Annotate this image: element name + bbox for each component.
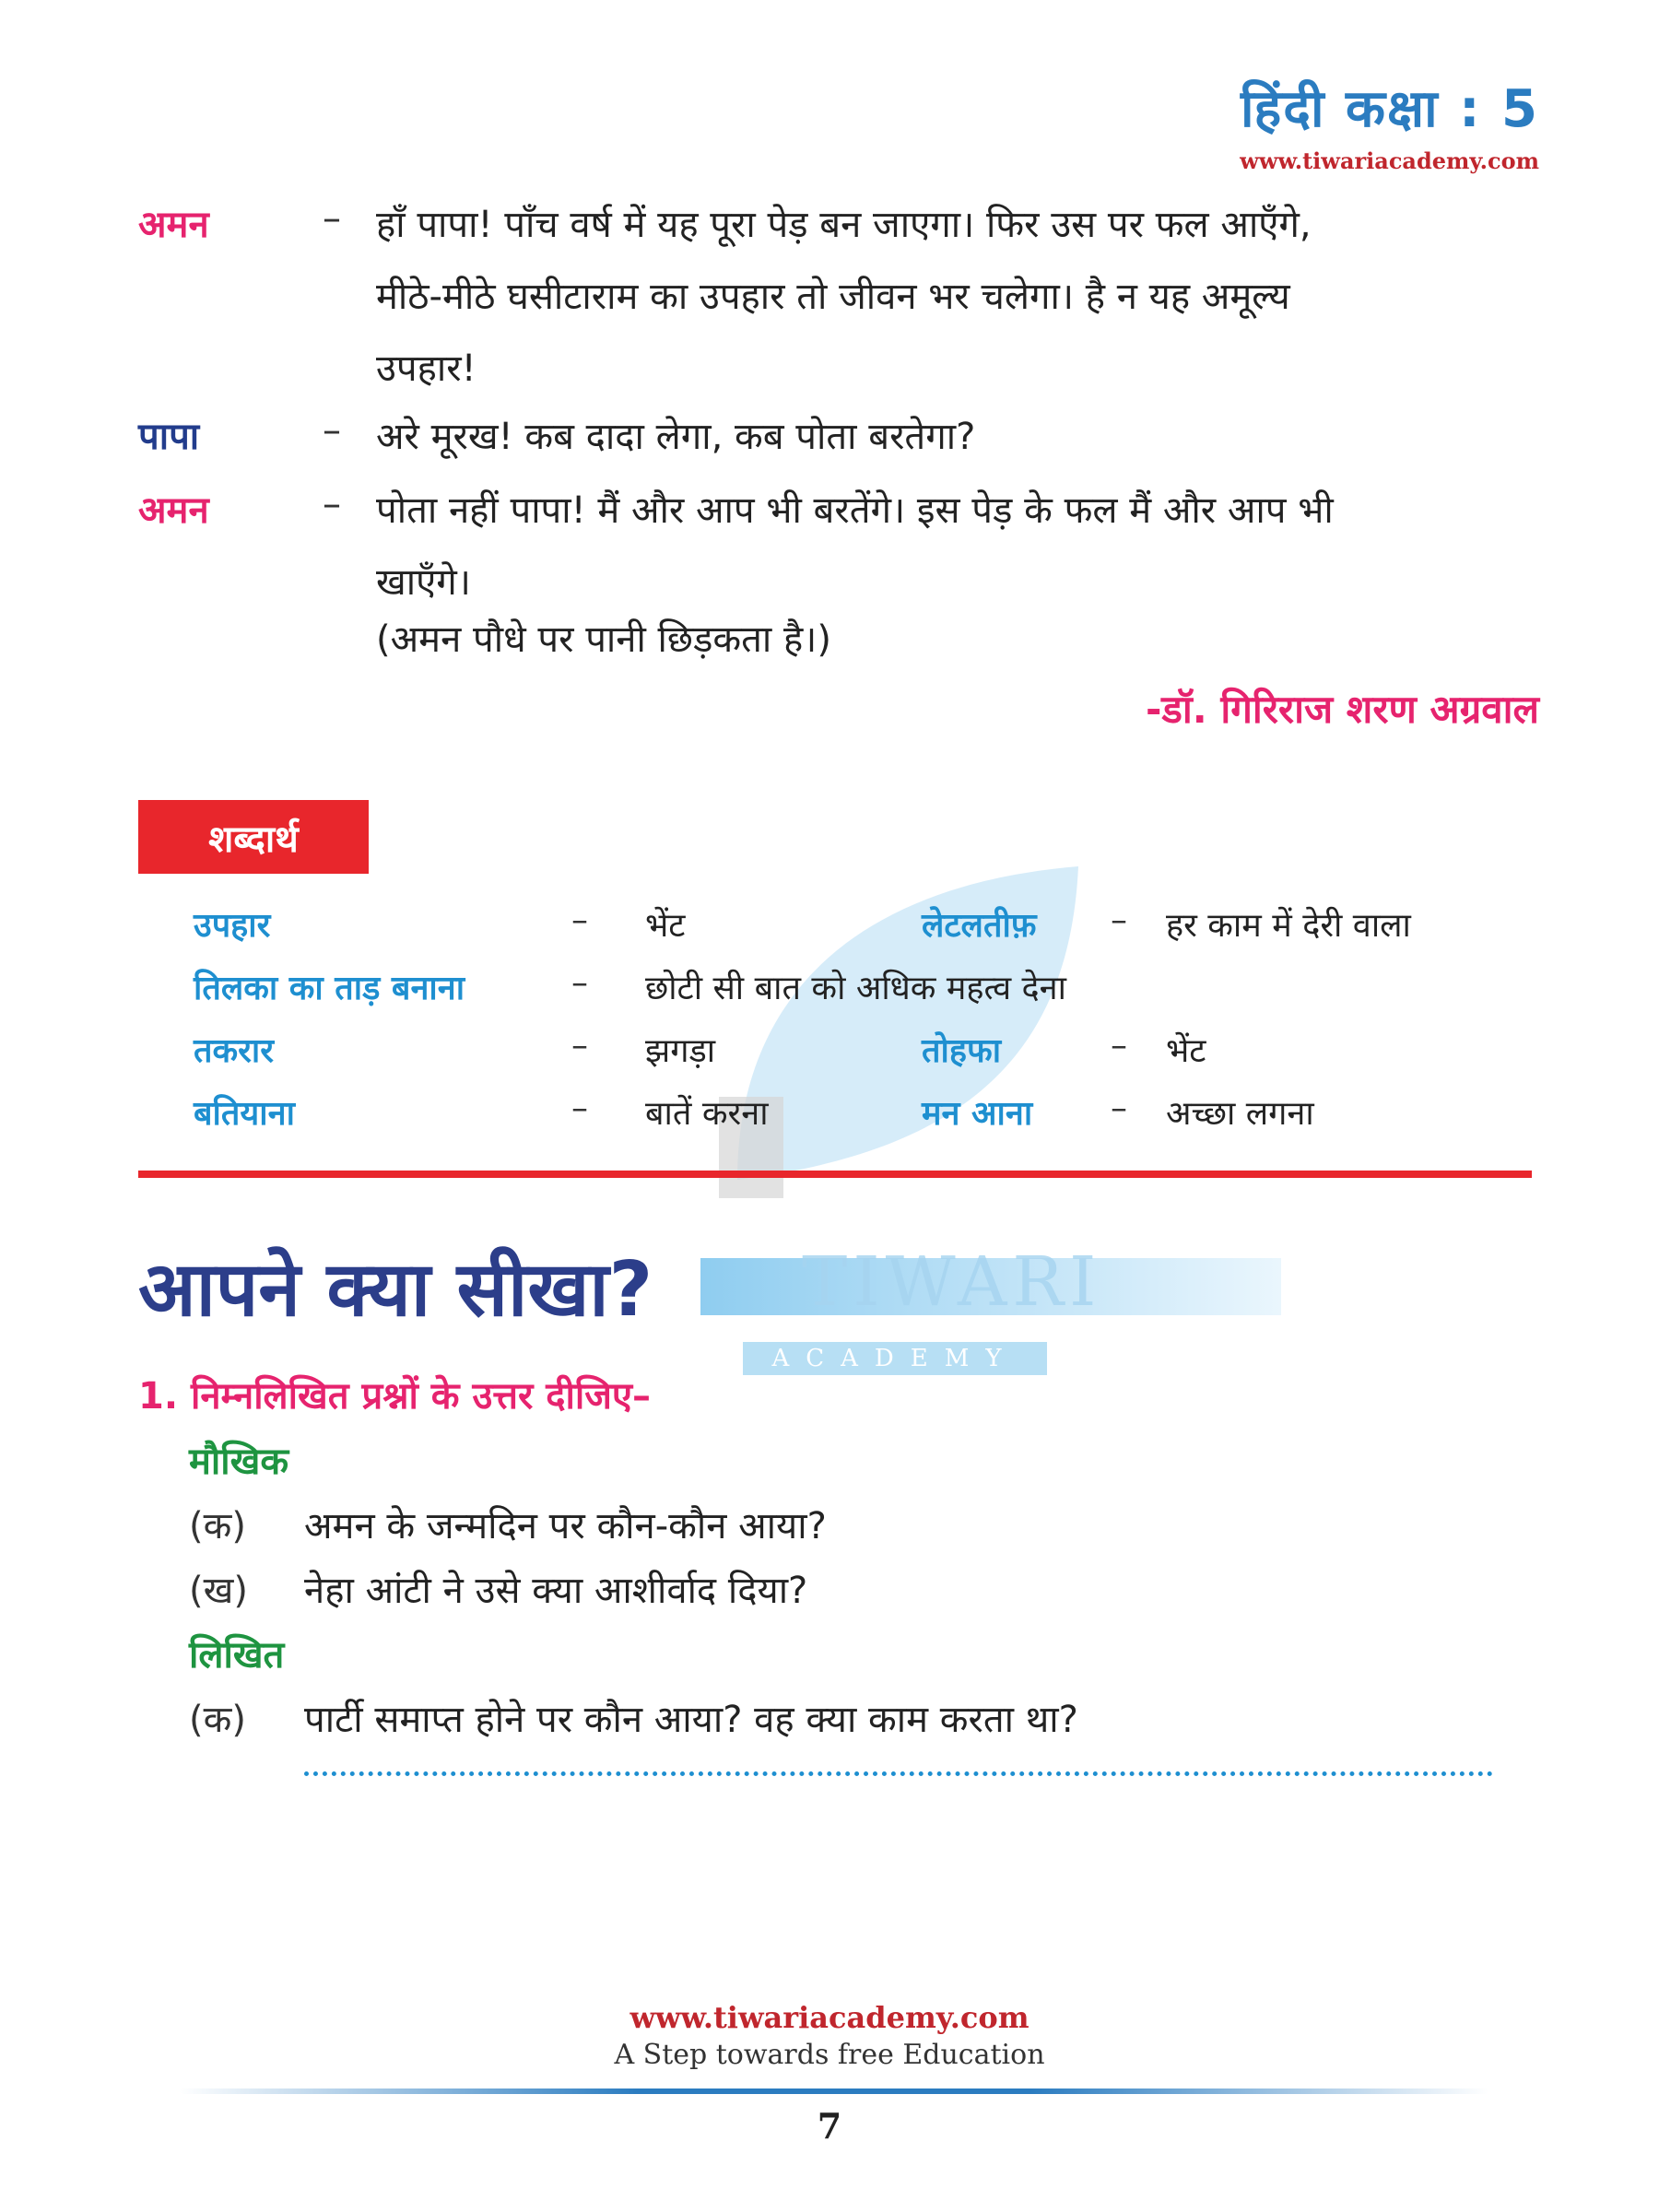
glossary-meaning: भेंट	[645, 907, 686, 945]
dialogue-dash: –	[323, 409, 341, 452]
glossary-dash: –	[1111, 1027, 1127, 1065]
dialogue-dash: –	[323, 483, 341, 525]
speaker-papa: पापा	[138, 416, 200, 458]
question-text: नेहा आंटी ने उसे क्या आशीर्वाद दिया?	[304, 1570, 808, 1612]
glossary-meaning: बातें करना	[645, 1095, 769, 1133]
oral-label: मौखिक	[189, 1441, 289, 1483]
page-header-title: हिंदी कक्षा : 5	[1241, 79, 1539, 139]
footer-divider	[180, 2088, 1488, 2094]
dialogue-line: उपहार!	[376, 347, 477, 390]
question-mark: (क)	[189, 1699, 246, 1741]
watermark-leaf-icon	[700, 848, 1088, 1198]
glossary-meaning: अच्छा लगना	[1166, 1095, 1314, 1133]
glossary-dash: –	[1111, 1089, 1127, 1127]
question-text: अमन के जन्मदिन पर कौन-कौन आया?	[304, 1505, 827, 1547]
written-label: लिखित	[189, 1634, 285, 1677]
question-mark: (ख)	[189, 1570, 248, 1612]
glossary-term: तकरार	[194, 1032, 274, 1070]
author-credit: -डॉ. गिरिराज शरण अग्रवाल	[1146, 687, 1539, 732]
glossary-dash: –	[571, 901, 588, 939]
dialogue-line: पोता नहीं पापा! मैं और आप भी बरतेंगे। इस पेड़ के फल मैं और आप भी	[376, 489, 1334, 532]
question-text: पार्टी समाप्त होने पर कौन आया? वह क्या काम करता था?	[304, 1699, 1078, 1741]
watermark-word: TIWARI	[802, 1242, 1102, 1322]
dialogue-line: खाएँगे।	[376, 561, 471, 604]
speaker-aman: अमन	[138, 489, 209, 532]
section-divider	[138, 1171, 1532, 1178]
dialogue-line: अरे मूरख! कब दादा लेगा, कब पोता बरतेगा?	[376, 416, 976, 458]
glossary-meaning: हर काम में देरी वाला	[1166, 907, 1411, 945]
stage-direction: (अमन पौधे पर पानी छिड़कता है।)	[376, 618, 831, 661]
glossary-term: मन आना	[922, 1095, 1033, 1133]
dialogue-dash: –	[323, 197, 341, 240]
header-url-link[interactable]: www.tiwariacademy.com	[1240, 147, 1539, 174]
dialogue-line: हाँ पापा! पाँच वर्ष में यह पूरा पेड़ बन जाएगा। फिर उस पर फल आएँगे,	[376, 204, 1312, 246]
glossary-meaning: छोटी सी बात को अधिक महत्व देना	[645, 970, 1066, 1007]
footer-url-link[interactable]: www.tiwariacademy.com	[629, 2000, 1030, 2035]
glossary-dash: –	[571, 1089, 588, 1127]
footer-tagline: A Step towards free Education	[614, 2039, 1045, 2071]
glossary-heading: शब्दार्थ	[138, 800, 369, 874]
page-number: 7	[817, 2105, 842, 2147]
section-title: आपने क्या सीखा?	[138, 1246, 653, 1334]
dialogue-line: मीठे-मीठे घसीटाराम का उपहार तो जीवन भर चलेगा। है न यह अमूल्य	[376, 276, 1290, 318]
glossary-meaning: भेंट	[1166, 1032, 1206, 1070]
glossary-term: लेटलतीफ़	[922, 907, 1037, 945]
glossary-term: तोहफा	[922, 1032, 1002, 1070]
glossary-dash: –	[1111, 901, 1127, 939]
glossary-term: उपहार	[194, 907, 271, 945]
glossary-meaning: झगड़ा	[645, 1032, 716, 1070]
question-heading: 1. निम्नलिखित प्रश्नों के उत्तर दीजिए–	[138, 1375, 652, 1418]
question-mark: (क)	[189, 1505, 246, 1547]
glossary-term: तिलका का ताड़ बनाना	[194, 970, 465, 1007]
glossary-term: बतियाना	[194, 1095, 295, 1133]
answer-line	[304, 1771, 1493, 1776]
glossary-dash: –	[571, 1027, 588, 1065]
speaker-aman: अमन	[138, 204, 209, 246]
watermark-sub: ACADEMY	[743, 1342, 1047, 1375]
glossary-dash: –	[571, 964, 588, 1002]
